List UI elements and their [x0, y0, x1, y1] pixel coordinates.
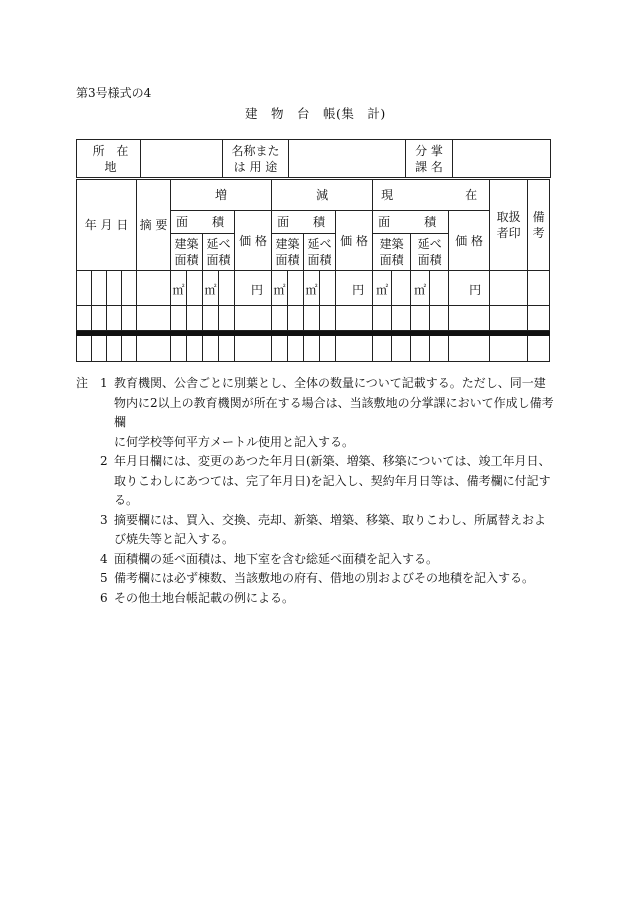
location-field[interactable]: [141, 140, 223, 178]
decrease-header: 減: [272, 180, 373, 211]
unit-m2: ㎡: [304, 271, 320, 306]
note-item: 5 備考欄には必ず棟数、当該敷地の府有、借地の別およびその地積を記入する。: [100, 571, 535, 585]
decrease-floor-area-header: 延べ 面積: [304, 234, 336, 271]
date-header: 年 月 日: [77, 180, 137, 271]
unit-m2: ㎡: [171, 271, 187, 306]
note-item: 注 1 教育機関、公舎ごとに別葉とし、全体の数量について記載する。ただし、同一建 物内に2以上の教育機関が所在する場合は、当該敷地の分掌課において作成し備考欄 に何学校等何平方メートル使用と記入する。: [76, 376, 554, 449]
increase-building-area-header: 建築 面積: [171, 234, 203, 271]
location-label: 所 在 地: [77, 140, 141, 178]
note-item: 6 その他土地台帳記載の例による。: [100, 590, 295, 605]
header-table: [76, 139, 551, 178]
department-label: 分 掌 課 名: [406, 140, 453, 178]
increase-price-header: 価 格: [235, 211, 272, 271]
decrease-area-header: 面 積: [272, 211, 336, 234]
unit-m2: ㎡: [272, 271, 288, 306]
form-label: 第3号様式の4: [76, 86, 152, 100]
table-row: [77, 306, 550, 331]
unit-yen: 円: [336, 271, 373, 306]
current-building-area-header: 建築 面積: [373, 234, 411, 271]
handler-seal-header: 取扱 者印: [490, 180, 528, 271]
unit-m2: ㎡: [373, 271, 392, 306]
note-item: 4 面積欄の延べ面積は、地下室を含む総延べ面積を記入する。: [100, 551, 439, 566]
current-price-header: 価 格: [449, 211, 490, 271]
name-usage-field[interactable]: [289, 140, 406, 178]
decrease-building-area-header: 建築 面積: [272, 234, 304, 271]
department-field[interactable]: [453, 140, 551, 178]
unit-yen: 円: [235, 271, 272, 306]
decrease-price-header: 価 格: [336, 211, 373, 271]
increase-floor-area-header: 延べ 面積: [203, 234, 235, 271]
table-row: [77, 271, 550, 306]
summary-header: 摘 要: [137, 180, 171, 271]
notes-prefix: 注: [76, 376, 89, 390]
current-floor-area-header: 延べ 面積: [411, 234, 449, 271]
name-usage-label: 名称また は 用 途: [223, 140, 289, 178]
current-header: 現 在: [373, 180, 490, 211]
note-item: 3 摘要欄には、買入、交換、売却、新築、増築、移築、取りこわし、所属替えおよ び焼失等と記入する。: [100, 512, 547, 546]
total-divider: [76, 331, 550, 336]
increase-area-header: 面 積: [171, 211, 235, 234]
unit-yen: 円: [449, 271, 490, 306]
current-area-header: 面 積: [373, 211, 449, 234]
page-title: 建 物 台 帳(集 計): [245, 106, 386, 121]
note-item: 2 年月日欄には、変更のあつた年月日(新築、増築、移築については、竣工年月日、 取りこわしにあつては、完了年月日)を記入し、契約年月日等は、備考欄に付記する。: [100, 454, 551, 507]
unit-m2: ㎡: [411, 271, 430, 306]
remarks-header: 備 考: [528, 180, 550, 271]
notes-section: [76, 374, 556, 608]
increase-header: 増: [171, 180, 272, 211]
unit-m2: ㎡: [203, 271, 219, 306]
